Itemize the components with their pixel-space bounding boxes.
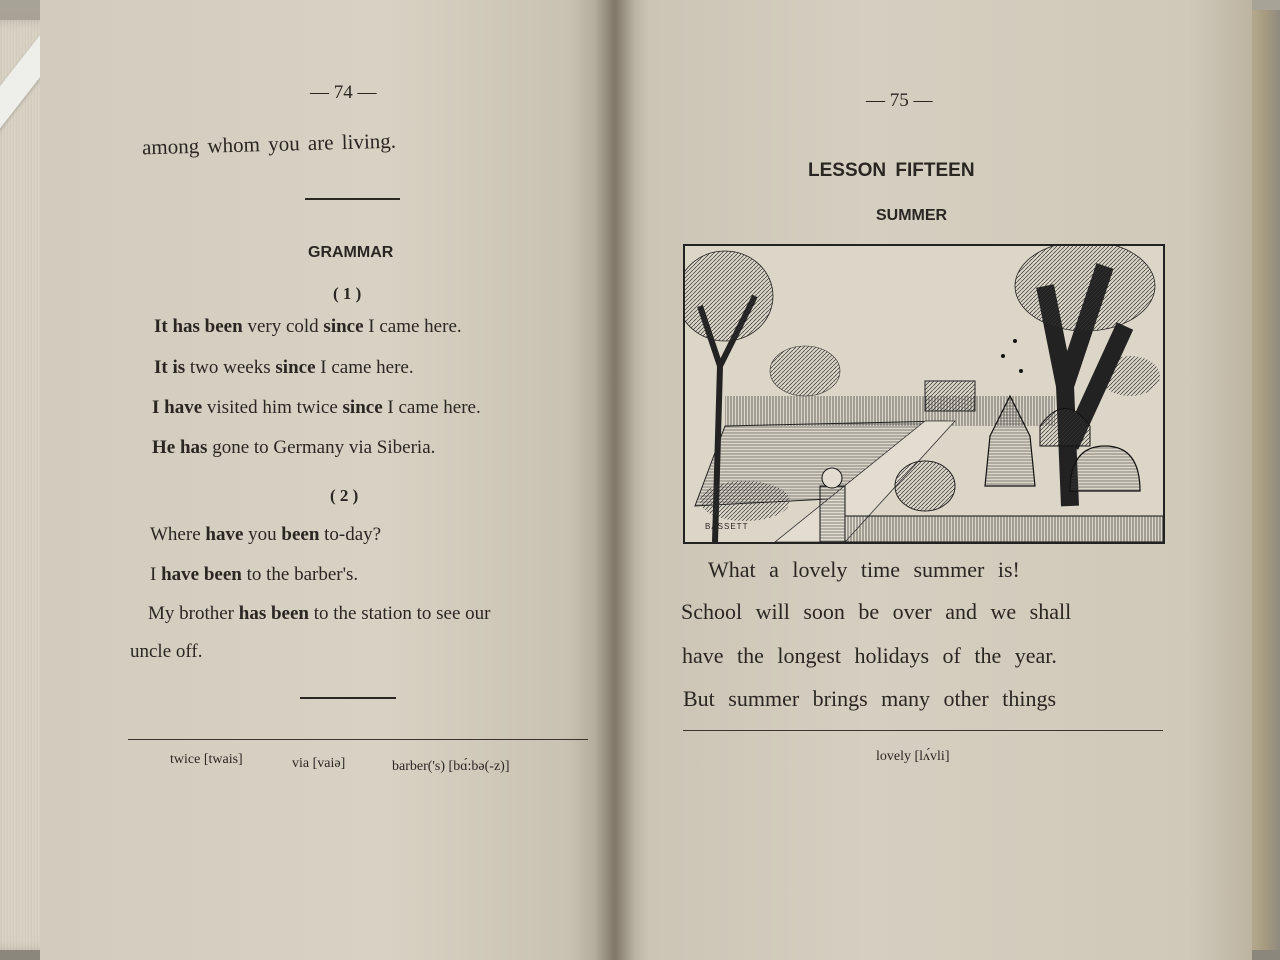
artist-signature: BASSETT (705, 522, 749, 531)
grammar-line-5: Where have you been to-day? (150, 524, 382, 545)
lesson-body-line-4: But summer brings many other things (683, 686, 1057, 711)
section-divider-top (305, 198, 400, 200)
section2-label: ( 2 ) (330, 486, 359, 505)
grammar-line-4: He has gone to Germany via Siberia. (152, 437, 436, 458)
footnote-barber: barber('s) [bɑ́:bə(-z)] (392, 759, 510, 774)
left-page-number: — 74 — (310, 82, 377, 103)
lesson-title: LESSON FIFTEEN (808, 160, 975, 181)
lesson-body-line-3: have the longest holidays of the year. (682, 643, 1057, 668)
section1-label: ( 1 ) (333, 284, 362, 303)
footnote-rule-right (683, 730, 1163, 731)
right-page-number: — 75 — (866, 90, 933, 111)
grammar-line-8: uncle off. (130, 641, 203, 662)
grammar-line-2: It is two weeks since I came here. (154, 357, 414, 378)
footnote-via: via [vaiə] (292, 756, 346, 771)
lesson-body-line-1: What a lovely time summer is! (708, 557, 1020, 582)
grammar-line-7: My brother has been to the station to see our (148, 603, 491, 624)
lesson-subtitle: SUMMER (876, 207, 948, 224)
book-gutter (595, 0, 635, 960)
footnote-twice: twice [twais] (170, 752, 243, 767)
grammar-heading: GRAMMAR (308, 244, 394, 261)
section-divider-bottom (300, 697, 396, 699)
grammar-line-6: I have been to the barber's. (150, 564, 359, 585)
grammar-line-1: It has been very cold since I came here. (154, 316, 462, 337)
footnote-rule-left (128, 739, 588, 740)
grammar-line-3: I have visited him twice since I came here. (152, 397, 481, 418)
carryover-line: among whom you are living. (141, 128, 397, 160)
footnote-lovely: lovely [lʌ́vli] (876, 749, 950, 764)
lesson-body-line-2: School will soon be over and we shall (681, 599, 1072, 624)
garden-beehives-illustration (683, 244, 1165, 544)
